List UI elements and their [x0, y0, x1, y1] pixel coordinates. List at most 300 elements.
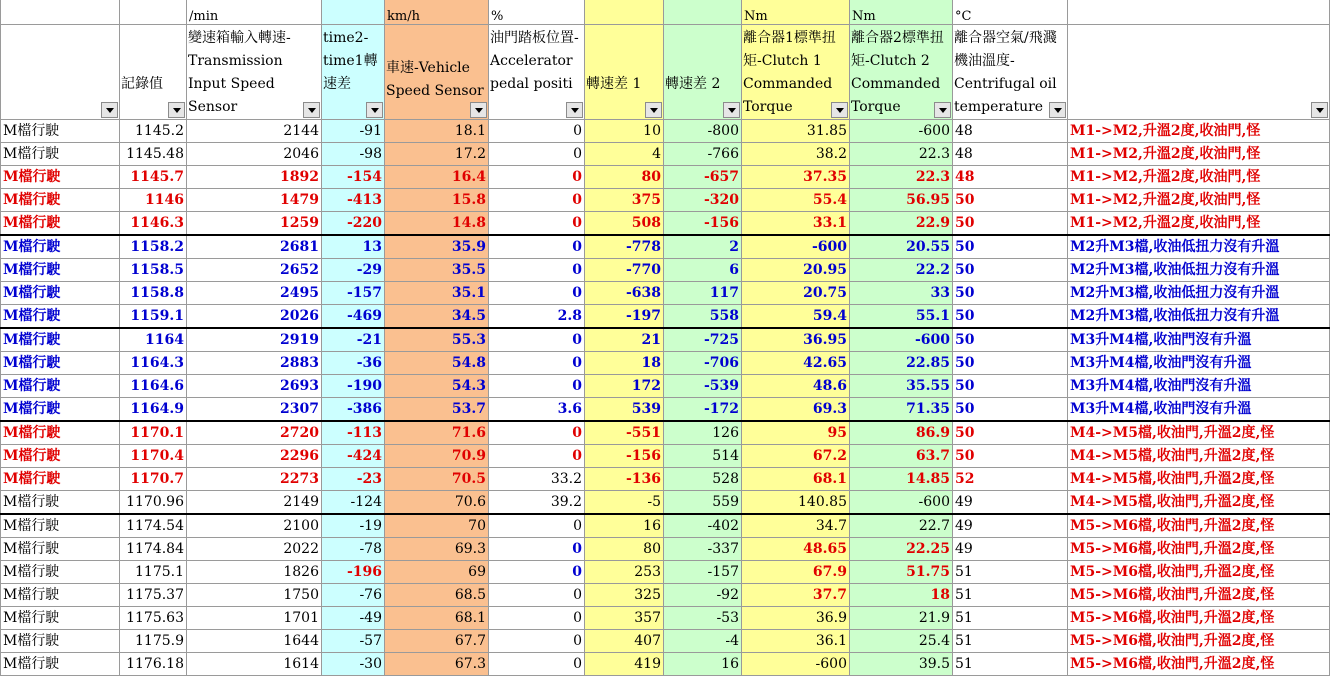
cell[interactable]: 0 — [489, 189, 585, 212]
cell[interactable]: 375 — [585, 189, 664, 212]
cell[interactable]: -551 — [585, 421, 664, 445]
cell[interactable]: 1892 — [187, 166, 322, 189]
cell[interactable]: 2883 — [187, 352, 322, 375]
cell[interactable]: -190 — [322, 375, 385, 398]
cell[interactable]: -600 — [850, 120, 953, 143]
cell[interactable]: M檔行駛 — [1, 561, 120, 584]
cell[interactable]: 325 — [585, 584, 664, 607]
cell[interactable]: 22.25 — [850, 538, 953, 561]
cell[interactable]: M檔行駛 — [1, 166, 120, 189]
cell[interactable]: 1146 — [120, 189, 187, 212]
cell[interactable]: 0 — [489, 166, 585, 189]
cell[interactable]: -600 — [850, 328, 953, 352]
cell[interactable]: 2495 — [187, 282, 322, 305]
cell[interactable]: 37.7 — [742, 584, 850, 607]
cell[interactable]: 419 — [585, 653, 664, 676]
cell[interactable]: -5 — [585, 491, 664, 515]
cell[interactable]: 48 — [953, 120, 1068, 143]
cell[interactable]: 36.1 — [742, 630, 850, 653]
note-cell[interactable]: M5->M6檔,收油門,升溫2度,怪 — [1068, 561, 1330, 584]
cell[interactable]: 51.75 — [850, 561, 953, 584]
cell[interactable]: -91 — [322, 120, 385, 143]
cell[interactable]: 18 — [850, 584, 953, 607]
cell[interactable]: 1145.7 — [120, 166, 187, 189]
cell[interactable]: 16 — [664, 653, 742, 676]
cell[interactable]: 20.55 — [850, 235, 953, 259]
cell[interactable]: 1701 — [187, 607, 322, 630]
cell[interactable]: 51 — [953, 607, 1068, 630]
cell[interactable]: M檔行駛 — [1, 235, 120, 259]
cell[interactable]: 1826 — [187, 561, 322, 584]
cell[interactable]: 0 — [489, 235, 585, 259]
cell[interactable]: 51 — [953, 653, 1068, 676]
cell[interactable]: 50 — [953, 398, 1068, 422]
cell[interactable]: 54.8 — [385, 352, 489, 375]
cell[interactable]: 0 — [489, 584, 585, 607]
cell[interactable]: 0 — [489, 212, 585, 236]
cell[interactable]: -136 — [585, 468, 664, 491]
cell[interactable]: -386 — [322, 398, 385, 422]
cell[interactable]: 52 — [953, 468, 1068, 491]
cell[interactable]: 22.85 — [850, 352, 953, 375]
cell[interactable]: M檔行駛 — [1, 143, 120, 166]
cell[interactable]: 1170.4 — [120, 445, 187, 468]
cell[interactable]: -57 — [322, 630, 385, 653]
cell[interactable]: 37.35 — [742, 166, 850, 189]
cell[interactable]: -539 — [664, 375, 742, 398]
cell[interactable]: 2273 — [187, 468, 322, 491]
note-cell[interactable]: M3升M4檔,收油門沒有升溫 — [1068, 328, 1330, 352]
cell[interactable]: 1170.1 — [120, 421, 187, 445]
filter-dropdown-icon[interactable] — [1049, 102, 1066, 118]
cell[interactable]: 1479 — [187, 189, 322, 212]
cell[interactable]: 1174.54 — [120, 514, 187, 538]
note-cell[interactable]: M1->M2,升溫2度,收油門,怪 — [1068, 189, 1330, 212]
cell[interactable]: 13 — [322, 235, 385, 259]
cell[interactable]: 80 — [585, 166, 664, 189]
cell[interactable]: 22.7 — [850, 514, 953, 538]
cell[interactable]: 67.3 — [385, 653, 489, 676]
cell[interactable]: -23 — [322, 468, 385, 491]
cell[interactable]: M檔行駛 — [1, 352, 120, 375]
cell[interactable]: 22.3 — [850, 166, 953, 189]
cell[interactable]: -413 — [322, 189, 385, 212]
cell[interactable]: 69.3 — [742, 398, 850, 422]
cell[interactable]: 63.7 — [850, 445, 953, 468]
cell[interactable]: 50 — [953, 282, 1068, 305]
note-cell[interactable]: M1->M2,升溫2度,收油門,怪 — [1068, 120, 1330, 143]
cell[interactable]: -600 — [742, 653, 850, 676]
cell[interactable]: 1146.3 — [120, 212, 187, 236]
cell[interactable]: -402 — [664, 514, 742, 538]
cell[interactable]: 0 — [489, 653, 585, 676]
cell[interactable]: 18.1 — [385, 120, 489, 143]
cell[interactable]: 2144 — [187, 120, 322, 143]
filter-dropdown-icon[interactable] — [566, 102, 583, 118]
cell[interactable]: 357 — [585, 607, 664, 630]
filter-dropdown-icon[interactable] — [1311, 102, 1328, 118]
cell[interactable]: 39.5 — [850, 653, 953, 676]
cell[interactable]: M檔行駛 — [1, 538, 120, 561]
cell[interactable]: 36.95 — [742, 328, 850, 352]
cell[interactable]: 50 — [953, 445, 1068, 468]
cell[interactable]: 67.9 — [742, 561, 850, 584]
cell[interactable]: -29 — [322, 259, 385, 282]
note-cell[interactable]: M4->M5檔,收油門,升溫2度,怪 — [1068, 468, 1330, 491]
cell[interactable]: -706 — [664, 352, 742, 375]
cell[interactable]: 0 — [489, 607, 585, 630]
cell[interactable]: 2.8 — [489, 305, 585, 329]
filter-dropdown-icon[interactable] — [934, 102, 951, 118]
cell[interactable]: 48 — [953, 143, 1068, 166]
cell[interactable]: 36.9 — [742, 607, 850, 630]
cell[interactable]: 68.1 — [385, 607, 489, 630]
cell[interactable]: 10 — [585, 120, 664, 143]
cell[interactable]: -30 — [322, 653, 385, 676]
cell[interactable]: -124 — [322, 491, 385, 515]
filter-dropdown-icon[interactable] — [101, 102, 118, 118]
note-cell[interactable]: M5->M6檔,收油門,升溫2度,怪 — [1068, 584, 1330, 607]
cell[interactable]: 2693 — [187, 375, 322, 398]
cell[interactable]: 39.2 — [489, 491, 585, 515]
note-cell[interactable]: M1->M2,升溫2度,收油門,怪 — [1068, 212, 1330, 236]
cell[interactable]: 0 — [489, 421, 585, 445]
cell[interactable]: 1164.9 — [120, 398, 187, 422]
cell[interactable]: 34.5 — [385, 305, 489, 329]
cell[interactable]: -778 — [585, 235, 664, 259]
cell[interactable]: 539 — [585, 398, 664, 422]
cell[interactable]: -600 — [850, 491, 953, 515]
cell[interactable]: 1174.84 — [120, 538, 187, 561]
cell[interactable]: 2046 — [187, 143, 322, 166]
cell[interactable]: 50 — [953, 352, 1068, 375]
cell[interactable]: 1158.5 — [120, 259, 187, 282]
cell[interactable]: 70.6 — [385, 491, 489, 515]
cell[interactable]: 54.3 — [385, 375, 489, 398]
cell[interactable]: 20.95 — [742, 259, 850, 282]
note-cell[interactable]: M3升M4檔,收油門沒有升溫 — [1068, 398, 1330, 422]
cell[interactable]: 2720 — [187, 421, 322, 445]
cell[interactable]: 68.5 — [385, 584, 489, 607]
cell[interactable]: M檔行駛 — [1, 282, 120, 305]
cell[interactable]: 48 — [953, 166, 1068, 189]
cell[interactable]: M檔行駛 — [1, 584, 120, 607]
cell[interactable]: -770 — [585, 259, 664, 282]
cell[interactable]: 0 — [489, 630, 585, 653]
cell[interactable]: 17.2 — [385, 143, 489, 166]
cell[interactable]: -154 — [322, 166, 385, 189]
cell[interactable]: -638 — [585, 282, 664, 305]
cell[interactable]: 1145.48 — [120, 143, 187, 166]
note-cell[interactable]: M5->M6檔,收油門,升溫2度,怪 — [1068, 538, 1330, 561]
cell[interactable]: 14.85 — [850, 468, 953, 491]
cell[interactable]: 69 — [385, 561, 489, 584]
cell[interactable]: 34.7 — [742, 514, 850, 538]
cell[interactable]: 69.3 — [385, 538, 489, 561]
cell[interactable]: -337 — [664, 538, 742, 561]
cell[interactable]: 1259 — [187, 212, 322, 236]
cell[interactable]: 1176.18 — [120, 653, 187, 676]
cell[interactable]: -800 — [664, 120, 742, 143]
cell[interactable]: 0 — [489, 352, 585, 375]
cell[interactable]: 22.2 — [850, 259, 953, 282]
cell[interactable]: 0 — [489, 514, 585, 538]
cell[interactable]: -157 — [322, 282, 385, 305]
cell[interactable]: 2681 — [187, 235, 322, 259]
cell[interactable]: 514 — [664, 445, 742, 468]
cell[interactable]: 68.1 — [742, 468, 850, 491]
cell[interactable]: 42.65 — [742, 352, 850, 375]
cell[interactable]: M檔行駛 — [1, 189, 120, 212]
note-cell[interactable]: M1->M2,升溫2度,收油門,怪 — [1068, 143, 1330, 166]
cell[interactable]: 16.4 — [385, 166, 489, 189]
cell[interactable]: 1175.9 — [120, 630, 187, 653]
cell[interactable]: 55.1 — [850, 305, 953, 329]
cell[interactable]: 1750 — [187, 584, 322, 607]
note-cell[interactable]: M2升M3檔,收油低扭力沒有升溫 — [1068, 235, 1330, 259]
cell[interactable]: 71.35 — [850, 398, 953, 422]
filter-dropdown-icon[interactable] — [645, 102, 662, 118]
cell[interactable]: 1159.1 — [120, 305, 187, 329]
note-cell[interactable]: M2升M3檔,收油低扭力沒有升溫 — [1068, 282, 1330, 305]
cell[interactable]: 48.65 — [742, 538, 850, 561]
note-cell[interactable]: M4->M5檔,收油門,升溫2度,怪 — [1068, 491, 1330, 515]
cell[interactable]: 18 — [585, 352, 664, 375]
cell[interactable]: -172 — [664, 398, 742, 422]
note-cell[interactable]: M5->M6檔,收油門,升溫2度,怪 — [1068, 607, 1330, 630]
cell[interactable]: 31.85 — [742, 120, 850, 143]
cell[interactable]: -320 — [664, 189, 742, 212]
cell[interactable]: 14.8 — [385, 212, 489, 236]
cell[interactable]: 508 — [585, 212, 664, 236]
cell[interactable]: M檔行駛 — [1, 212, 120, 236]
cell[interactable]: 33.2 — [489, 468, 585, 491]
cell[interactable]: 117 — [664, 282, 742, 305]
cell[interactable]: -76 — [322, 584, 385, 607]
filter-dropdown-icon[interactable] — [831, 102, 848, 118]
cell[interactable]: 2652 — [187, 259, 322, 282]
cell[interactable]: 528 — [664, 468, 742, 491]
note-cell[interactable]: M2升M3檔,收油低扭力沒有升溫 — [1068, 305, 1330, 329]
cell[interactable]: 0 — [489, 143, 585, 166]
cell[interactable]: M檔行駛 — [1, 398, 120, 422]
cell[interactable]: 49 — [953, 514, 1068, 538]
cell[interactable]: 2149 — [187, 491, 322, 515]
cell[interactable]: -49 — [322, 607, 385, 630]
cell[interactable]: 35.55 — [850, 375, 953, 398]
cell[interactable]: 0 — [489, 282, 585, 305]
cell[interactable]: 67.7 — [385, 630, 489, 653]
note-cell[interactable]: M5->M6檔,收油門,升溫2度,怪 — [1068, 514, 1330, 538]
cell[interactable]: 172 — [585, 375, 664, 398]
cell[interactable]: 15.8 — [385, 189, 489, 212]
cell[interactable]: 558 — [664, 305, 742, 329]
note-cell[interactable]: M5->M6檔,收油門,升溫2度,怪 — [1068, 630, 1330, 653]
cell[interactable]: 1158.8 — [120, 282, 187, 305]
cell[interactable]: 0 — [489, 375, 585, 398]
cell[interactable]: 35.1 — [385, 282, 489, 305]
cell[interactable]: M檔行駛 — [1, 375, 120, 398]
cell[interactable]: 2100 — [187, 514, 322, 538]
cell[interactable]: 35.5 — [385, 259, 489, 282]
cell[interactable]: M檔行駛 — [1, 607, 120, 630]
cell[interactable]: 2026 — [187, 305, 322, 329]
cell[interactable]: 2022 — [187, 538, 322, 561]
cell[interactable]: 1644 — [187, 630, 322, 653]
cell[interactable]: 50 — [953, 235, 1068, 259]
cell[interactable]: M檔行駛 — [1, 445, 120, 468]
cell[interactable]: -78 — [322, 538, 385, 561]
cell[interactable]: M檔行駛 — [1, 468, 120, 491]
cell[interactable]: -53 — [664, 607, 742, 630]
cell[interactable]: 38.2 — [742, 143, 850, 166]
cell[interactable]: 70.5 — [385, 468, 489, 491]
cell[interactable]: 4 — [585, 143, 664, 166]
cell[interactable]: 0 — [489, 120, 585, 143]
cell[interactable]: -600 — [742, 235, 850, 259]
cell[interactable]: -766 — [664, 143, 742, 166]
cell[interactable]: M檔行駛 — [1, 630, 120, 653]
cell[interactable]: 80 — [585, 538, 664, 561]
filter-dropdown-icon[interactable] — [366, 102, 383, 118]
note-cell[interactable]: M4->M5檔,收油門,升溫2度,怪 — [1068, 445, 1330, 468]
cell[interactable]: 22.3 — [850, 143, 953, 166]
cell[interactable]: 35.9 — [385, 235, 489, 259]
cell[interactable]: 53.7 — [385, 398, 489, 422]
cell[interactable]: 33.1 — [742, 212, 850, 236]
cell[interactable]: 1158.2 — [120, 235, 187, 259]
cell[interactable]: 3.6 — [489, 398, 585, 422]
cell[interactable]: 559 — [664, 491, 742, 515]
cell[interactable]: -92 — [664, 584, 742, 607]
cell[interactable]: -36 — [322, 352, 385, 375]
filter-dropdown-icon[interactable] — [168, 102, 185, 118]
cell[interactable]: 1614 — [187, 653, 322, 676]
cell[interactable]: 22.9 — [850, 212, 953, 236]
cell[interactable]: 70 — [385, 514, 489, 538]
cell[interactable]: 50 — [953, 421, 1068, 445]
cell[interactable]: 1170.96 — [120, 491, 187, 515]
cell[interactable]: M檔行駛 — [1, 120, 120, 143]
cell[interactable]: 140.85 — [742, 491, 850, 515]
cell[interactable]: 1175.37 — [120, 584, 187, 607]
cell[interactable]: -725 — [664, 328, 742, 352]
cell[interactable]: 50 — [953, 212, 1068, 236]
note-cell[interactable]: M3升M4檔,收油門沒有升溫 — [1068, 352, 1330, 375]
cell[interactable]: -197 — [585, 305, 664, 329]
cell[interactable]: M檔行駛 — [1, 491, 120, 515]
cell[interactable]: 50 — [953, 375, 1068, 398]
cell[interactable]: -196 — [322, 561, 385, 584]
filter-dropdown-icon[interactable] — [303, 102, 320, 118]
cell[interactable]: 1164 — [120, 328, 187, 352]
cell[interactable]: 1170.7 — [120, 468, 187, 491]
cell[interactable]: 95 — [742, 421, 850, 445]
cell[interactable]: -424 — [322, 445, 385, 468]
cell[interactable]: -657 — [664, 166, 742, 189]
cell[interactable]: 55.4 — [742, 189, 850, 212]
cell[interactable]: -156 — [664, 212, 742, 236]
cell[interactable]: 49 — [953, 538, 1068, 561]
cell[interactable]: 6 — [664, 259, 742, 282]
note-cell[interactable]: M5->M6檔,收油門,升溫2度,怪 — [1068, 653, 1330, 676]
cell[interactable]: 48.6 — [742, 375, 850, 398]
cell[interactable]: 407 — [585, 630, 664, 653]
cell[interactable]: -21 — [322, 328, 385, 352]
cell[interactable]: 67.2 — [742, 445, 850, 468]
cell[interactable]: 1164.6 — [120, 375, 187, 398]
cell[interactable]: M檔行駛 — [1, 328, 120, 352]
cell[interactable]: 253 — [585, 561, 664, 584]
cell[interactable]: M檔行駛 — [1, 259, 120, 282]
cell[interactable]: 0 — [489, 561, 585, 584]
cell[interactable]: 50 — [953, 259, 1068, 282]
cell[interactable]: 49 — [953, 491, 1068, 515]
cell[interactable]: -469 — [322, 305, 385, 329]
cell[interactable]: M檔行駛 — [1, 653, 120, 676]
cell[interactable]: 126 — [664, 421, 742, 445]
cell[interactable]: 71.6 — [385, 421, 489, 445]
cell[interactable]: 21 — [585, 328, 664, 352]
cell[interactable]: -156 — [585, 445, 664, 468]
cell[interactable]: 0 — [489, 445, 585, 468]
cell[interactable]: 2 — [664, 235, 742, 259]
note-cell[interactable]: M4->M5檔,收油門,升溫2度,怪 — [1068, 421, 1330, 445]
cell[interactable]: 1175.1 — [120, 561, 187, 584]
note-cell[interactable]: M3升M4檔,收油門沒有升溫 — [1068, 375, 1330, 398]
cell[interactable]: 50 — [953, 305, 1068, 329]
filter-dropdown-icon[interactable] — [470, 102, 487, 118]
cell[interactable]: 70.9 — [385, 445, 489, 468]
cell[interactable]: 50 — [953, 328, 1068, 352]
cell[interactable]: 86.9 — [850, 421, 953, 445]
cell[interactable]: 50 — [953, 189, 1068, 212]
cell[interactable]: M檔行駛 — [1, 305, 120, 329]
cell[interactable]: -220 — [322, 212, 385, 236]
cell[interactable]: 51 — [953, 561, 1068, 584]
cell[interactable]: M檔行駛 — [1, 514, 120, 538]
cell[interactable]: 56.95 — [850, 189, 953, 212]
cell[interactable]: 33 — [850, 282, 953, 305]
cell[interactable]: 59.4 — [742, 305, 850, 329]
cell[interactable]: 25.4 — [850, 630, 953, 653]
cell[interactable]: -113 — [322, 421, 385, 445]
cell[interactable]: 2296 — [187, 445, 322, 468]
cell[interactable]: 0 — [489, 328, 585, 352]
cell[interactable]: -157 — [664, 561, 742, 584]
cell[interactable]: 21.9 — [850, 607, 953, 630]
cell[interactable]: 51 — [953, 584, 1068, 607]
note-cell[interactable]: M2升M3檔,收油低扭力沒有升溫 — [1068, 259, 1330, 282]
cell[interactable]: 2307 — [187, 398, 322, 422]
cell[interactable]: -98 — [322, 143, 385, 166]
cell[interactable]: 2919 — [187, 328, 322, 352]
filter-dropdown-icon[interactable] — [723, 102, 740, 118]
cell[interactable]: 0 — [489, 259, 585, 282]
cell[interactable]: 20.75 — [742, 282, 850, 305]
cell[interactable]: 51 — [953, 630, 1068, 653]
cell[interactable]: 1145.2 — [120, 120, 187, 143]
cell[interactable]: -4 — [664, 630, 742, 653]
cell[interactable]: M檔行駛 — [1, 421, 120, 445]
cell[interactable]: -19 — [322, 514, 385, 538]
cell[interactable]: 16 — [585, 514, 664, 538]
cell[interactable]: 1164.3 — [120, 352, 187, 375]
note-cell[interactable]: M1->M2,升溫2度,收油門,怪 — [1068, 166, 1330, 189]
cell[interactable]: 1175.63 — [120, 607, 187, 630]
cell[interactable]: 55.3 — [385, 328, 489, 352]
cell[interactable]: 0 — [489, 538, 585, 561]
